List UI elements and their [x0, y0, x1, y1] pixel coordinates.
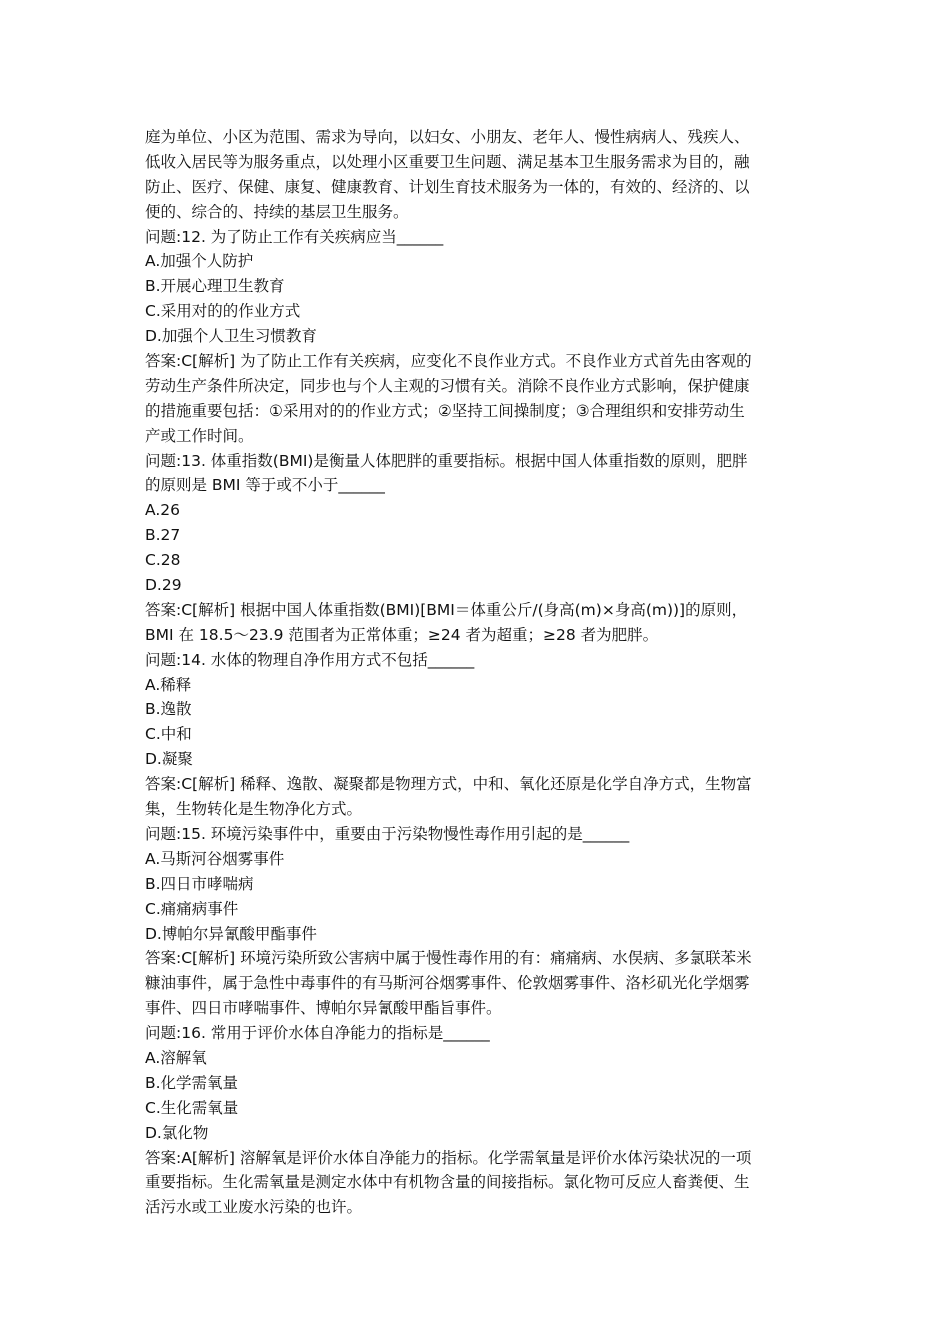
text-line: C.采用对的的作业方式 [145, 302, 301, 321]
text-line: 问题:13. 体重指数(BMI)是衡量人体肥胖的重要指标。根据中国人体重指数的原则，肥胖 [145, 451, 748, 470]
text-line: 重要指标。生化需氧量是测定水体中有机物含量的间接指标。氯化物可反应人畜粪便、生 [145, 1173, 750, 1192]
text-line: D.凝聚 [145, 750, 193, 769]
text-line: 劳动生产条件所决定，同步也与个人主观的习惯有关。消除不良作业方式影响，保护健康 [145, 376, 750, 395]
text-line: C.中和 [145, 725, 192, 744]
text-line: 活污水或工业废水污染的也许。 [145, 1198, 363, 1217]
text-line: D.加强个人卫生习惯教育 [145, 327, 317, 346]
text-line: A.溶解氧 [145, 1048, 207, 1067]
text-line: 糠油事件，属于急性中毒事件的有马斯河谷烟雾事件、伦敦烟雾事件、洛杉矶光化学烟雾 [145, 974, 750, 993]
text-line: 低收入居民等为服务重点，以处理小区重要卫生问题、满足基本卫生服务需求为目的，融 [145, 152, 750, 171]
text-line: D.29 [145, 576, 182, 595]
text-line: C.生化需氧量 [145, 1098, 239, 1117]
text-line: D.博帕尔异氰酸甲酯事件 [145, 924, 317, 943]
text-line: 答案:A[解析] 溶解氧是评价水体自净能力的指标。化学需氧量是评价水体污染状况的一项 [145, 1148, 752, 1167]
text-line: 产或工作时间。 [145, 426, 254, 445]
text-line: A.26 [145, 501, 180, 520]
text-line: 答案:C[解析] 稀释、逸散、凝聚都是物理方式，中和、氧化还原是化学自净方式，生物富 [145, 775, 752, 794]
text-line: 事件、四日市哮喘事件、博帕尔异氰酸甲酯旨事件。 [145, 999, 502, 1018]
text-line: B.开展心理卫生教育 [145, 277, 285, 296]
text-line: B.四日市哮喘病 [145, 874, 254, 893]
text-line: 问题:14. 水体的物理自净作用方式不包括______ [145, 650, 475, 669]
text-line: BMI 在 18.5～23.9 范围者为正常体重；≥24 者为超重；≥28 者为肥胖。 [145, 625, 659, 644]
text-line: 防止、医疗、保健、康复、健康教育、计划生育技术服务为一体的，有效的、经济的、以 [145, 177, 750, 196]
text-line: 问题:15. 环境污染事件中，重要由于污染物慢性毒作用引起的是______ [145, 824, 630, 843]
text-line: 庭为单位、小区为范围、需求为导向，以妇女、小朋友、老年人、慢性病病人、残疾人、 [145, 128, 750, 146]
document-body [145, 125, 815, 1220]
text-line: 问题:12. 为了防止工作有关疾病应当______ [145, 227, 444, 246]
text-line: A.加强个人防护 [145, 252, 254, 271]
text-line: A.稀释 [145, 675, 192, 694]
text-line: B.化学需氧量 [145, 1073, 239, 1092]
text-line: B.27 [145, 526, 181, 545]
text-line: C.28 [145, 551, 181, 570]
text-line: 答案:C[解析] 环境污染所致公害病中属于慢性毒作用的有：痛痛病、水俣病、多氯联苯米 [145, 949, 752, 968]
text-line: 便的、综合的、持续的基层卫生服务。 [145, 202, 409, 221]
text-line: 集，生物转化是生物净化方式。 [145, 800, 363, 819]
text-line: 答案:C[解析] 为了防止工作有关疾病，应变化不良作业方式。不良作业方式首先由客观的 [145, 352, 752, 371]
text-line: 的措施重要包括：①采用对的的作业方式；②坚持工间操制度；③合理组织和安排劳动生 [145, 401, 745, 420]
text-line: 答案:C[解析] 根据中国人体重指数(BMI)[BMI＝体重公斤/(身高(m)×身高(m))]的原则， [145, 600, 748, 619]
text-line: A.马斯河谷烟雾事件 [145, 849, 285, 868]
text-line: B.逸散 [145, 700, 192, 719]
text-line: C.痛痛病事件 [145, 899, 239, 918]
text-line: 的原则是 BMI 等于或不小于______ [145, 476, 385, 495]
text-line: D.氯化物 [145, 1123, 209, 1142]
text-line: 问题:16. 常用于评价水体自净能力的指标是______ [145, 1024, 490, 1043]
